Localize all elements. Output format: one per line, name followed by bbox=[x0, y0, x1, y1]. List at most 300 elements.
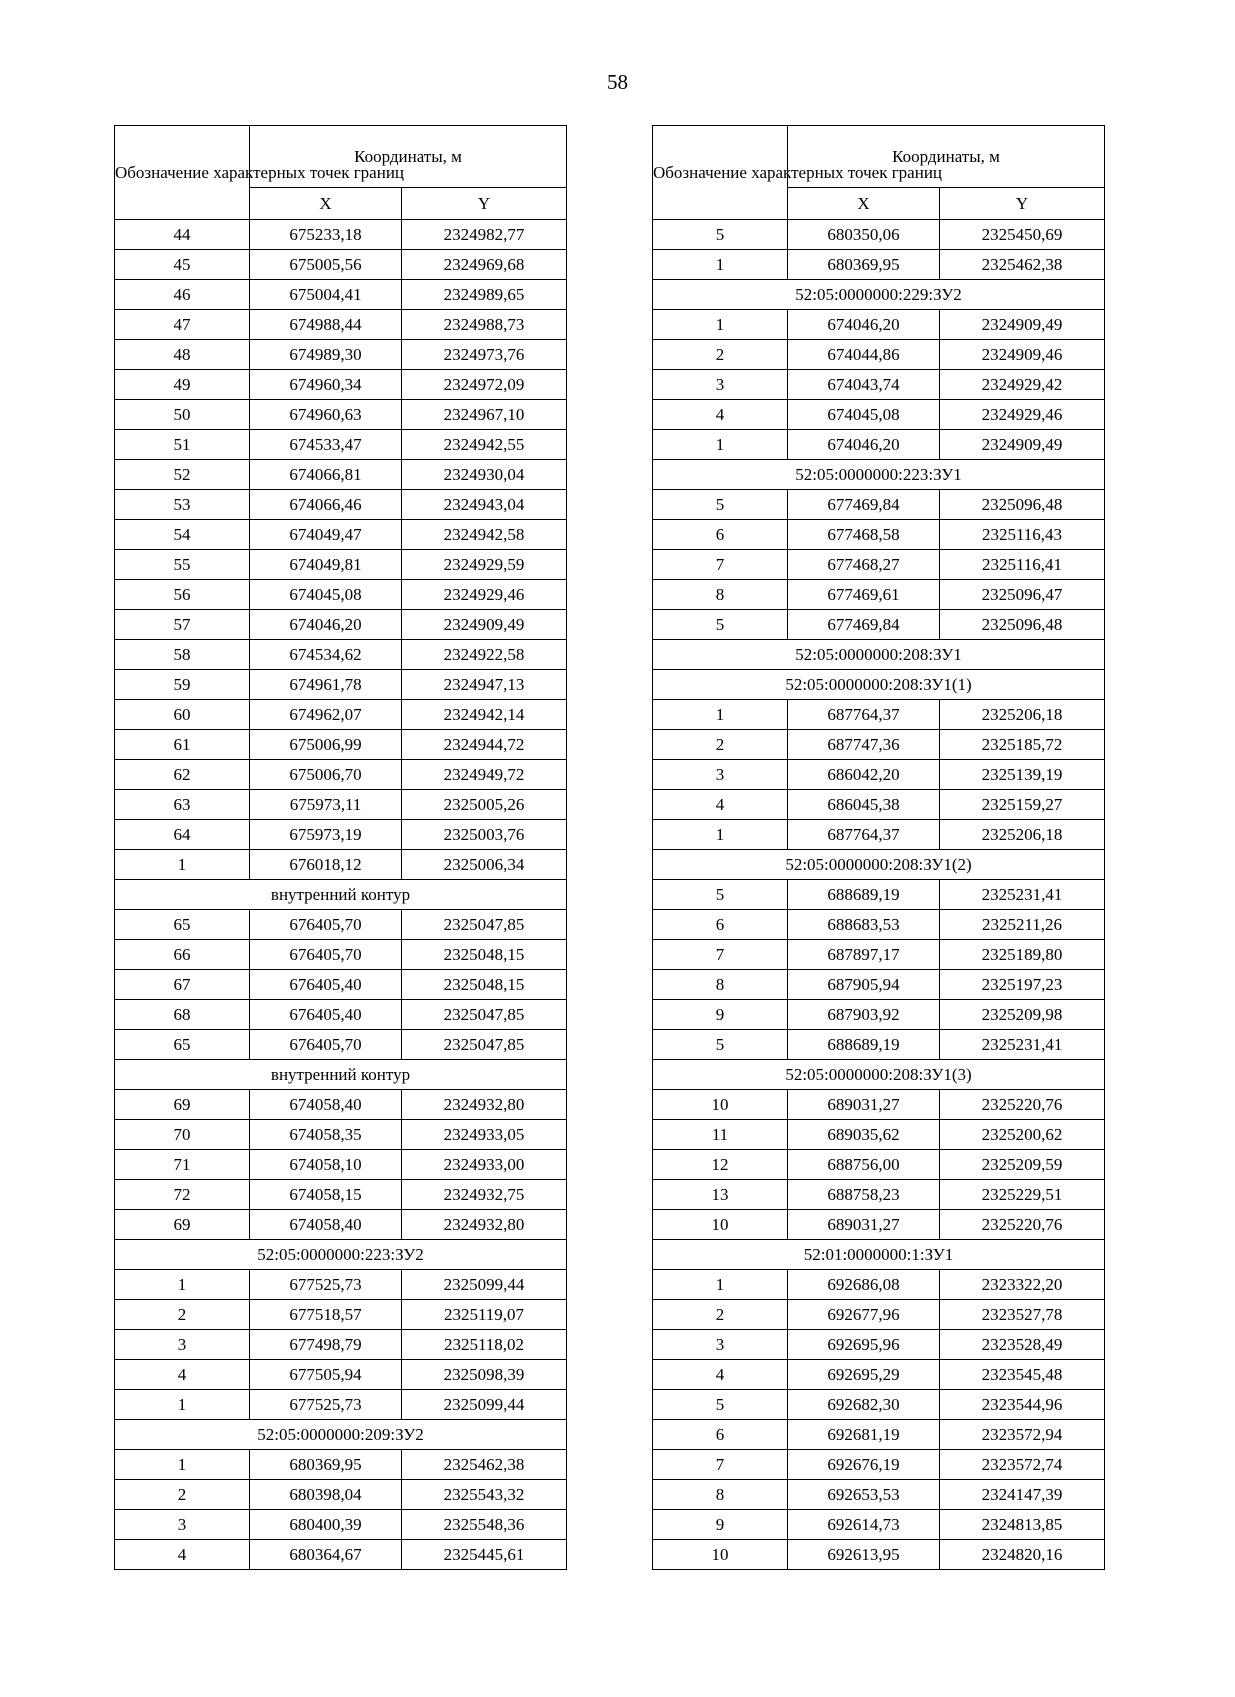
x-coordinate: 692676,19 bbox=[788, 1450, 940, 1480]
x-coordinate: 692695,96 bbox=[788, 1330, 940, 1360]
y-coordinate: 2325445,61 bbox=[402, 1540, 567, 1570]
table-row bbox=[653, 820, 1105, 850]
point-number: 56 bbox=[115, 580, 250, 610]
section-row bbox=[653, 1240, 1105, 1270]
x-coordinate: 674049,81 bbox=[250, 550, 402, 580]
x-coordinate: 677469,84 bbox=[788, 610, 940, 640]
y-coordinate: 2324944,72 bbox=[402, 730, 567, 760]
table-row bbox=[653, 790, 1105, 820]
table-row bbox=[653, 1270, 1105, 1300]
x-coordinate: 675973,11 bbox=[250, 790, 402, 820]
point-number: 62 bbox=[115, 760, 250, 790]
x-coordinate: 674058,40 bbox=[250, 1090, 402, 1120]
x-coordinate: 687903,92 bbox=[788, 1000, 940, 1030]
point-number: 13 bbox=[653, 1180, 788, 1210]
point-number: 51 bbox=[115, 430, 250, 460]
x-coordinate: 677505,94 bbox=[250, 1360, 402, 1390]
x-coordinate: 680369,95 bbox=[250, 1450, 402, 1480]
point-number: 7 bbox=[653, 550, 788, 580]
y-coordinate: 2325189,80 bbox=[940, 940, 1105, 970]
coordinates-table-left bbox=[114, 125, 567, 1570]
point-number: 7 bbox=[653, 940, 788, 970]
y-coordinate: 2324988,73 bbox=[402, 310, 567, 340]
x-coordinate: 688689,19 bbox=[788, 880, 940, 910]
x-coordinate: 677525,73 bbox=[250, 1270, 402, 1300]
section-label: 52:05:0000000:223:ЗУ1 bbox=[653, 460, 1105, 490]
x-coordinate: 674045,08 bbox=[788, 400, 940, 430]
point-number: 3 bbox=[115, 1330, 250, 1360]
x-coordinate: 692677,96 bbox=[788, 1300, 940, 1330]
y-coordinate: 2324929,46 bbox=[940, 400, 1105, 430]
point-number: 45 bbox=[115, 250, 250, 280]
table-row bbox=[653, 550, 1105, 580]
table-row bbox=[653, 1420, 1105, 1450]
section-row bbox=[653, 1060, 1105, 1090]
table-row bbox=[653, 1450, 1105, 1480]
y-coordinate: 2324813,85 bbox=[940, 1510, 1105, 1540]
x-coordinate: 674988,44 bbox=[250, 310, 402, 340]
point-number: 8 bbox=[653, 970, 788, 1000]
section-label: внутренний контур bbox=[115, 880, 567, 910]
x-coordinate: 674043,74 bbox=[788, 370, 940, 400]
point-number: 5 bbox=[653, 1030, 788, 1060]
point-number: 69 bbox=[115, 1090, 250, 1120]
point-number: 10 bbox=[653, 1210, 788, 1240]
y-coordinate: 2323572,74 bbox=[940, 1450, 1105, 1480]
y-coordinate: 2325118,02 bbox=[402, 1330, 567, 1360]
y-coordinate: 2323528,49 bbox=[940, 1330, 1105, 1360]
x-coordinate: 674058,10 bbox=[250, 1150, 402, 1180]
point-number: 44 bbox=[115, 220, 250, 250]
y-coordinate: 2325139,19 bbox=[940, 760, 1105, 790]
x-coordinate: 674961,78 bbox=[250, 670, 402, 700]
point-number: 64 bbox=[115, 820, 250, 850]
x-coordinate: 692682,30 bbox=[788, 1390, 940, 1420]
table-row bbox=[115, 1210, 567, 1240]
table-row bbox=[115, 1270, 567, 1300]
section-label: 52:05:0000000:223:ЗУ2 bbox=[115, 1240, 567, 1270]
section-label: 52:05:0000000:208:ЗУ1(2) bbox=[653, 850, 1105, 880]
table-row bbox=[653, 400, 1105, 430]
table-row bbox=[653, 1330, 1105, 1360]
x-coordinate: 674045,08 bbox=[250, 580, 402, 610]
point-number: 1 bbox=[115, 1390, 250, 1420]
table-row bbox=[115, 910, 567, 940]
point-number: 50 bbox=[115, 400, 250, 430]
coordinates-table-right bbox=[652, 125, 1105, 1570]
point-number: 11 bbox=[653, 1120, 788, 1150]
x-coordinate: 676405,70 bbox=[250, 940, 402, 970]
x-coordinate: 686042,20 bbox=[788, 760, 940, 790]
y-coordinate: 2324147,39 bbox=[940, 1480, 1105, 1510]
point-number: 2 bbox=[653, 1300, 788, 1330]
y-coordinate: 2324943,04 bbox=[402, 490, 567, 520]
table-row bbox=[653, 1000, 1105, 1030]
point-number: 72 bbox=[115, 1180, 250, 1210]
point-number: 55 bbox=[115, 550, 250, 580]
y-coordinate: 2324932,80 bbox=[402, 1210, 567, 1240]
x-coordinate: 680400,39 bbox=[250, 1510, 402, 1540]
y-coordinate: 2325185,72 bbox=[940, 730, 1105, 760]
y-coordinate: 2325096,48 bbox=[940, 610, 1105, 640]
y-coordinate: 2325450,69 bbox=[940, 220, 1105, 250]
x-coordinate: 674044,86 bbox=[788, 340, 940, 370]
y-coordinate: 2325200,62 bbox=[940, 1120, 1105, 1150]
page-number: 58 bbox=[607, 70, 628, 94]
point-number: 10 bbox=[653, 1540, 788, 1570]
x-coordinate: 674534,62 bbox=[250, 640, 402, 670]
table-row bbox=[653, 340, 1105, 370]
point-number: 65 bbox=[115, 1030, 250, 1060]
x-coordinate: 674058,15 bbox=[250, 1180, 402, 1210]
table-row bbox=[115, 1300, 567, 1330]
x-coordinate: 689035,62 bbox=[788, 1120, 940, 1150]
x-coordinate: 687897,17 bbox=[788, 940, 940, 970]
point-number: 60 bbox=[115, 700, 250, 730]
point-number: 1 bbox=[653, 430, 788, 460]
table-row bbox=[653, 700, 1105, 730]
y-coordinate: 2325462,38 bbox=[402, 1450, 567, 1480]
y-coordinate: 2323527,78 bbox=[940, 1300, 1105, 1330]
table-row bbox=[653, 1150, 1105, 1180]
x-coordinate: 687764,37 bbox=[788, 820, 940, 850]
header-coordinates-label: Координаты, м bbox=[250, 126, 567, 188]
x-coordinate: 677469,61 bbox=[788, 580, 940, 610]
table-row bbox=[653, 430, 1105, 460]
y-coordinate: 2324909,49 bbox=[940, 430, 1105, 460]
table-row bbox=[653, 490, 1105, 520]
table-row bbox=[653, 1120, 1105, 1150]
point-number: 5 bbox=[653, 880, 788, 910]
table-row bbox=[115, 1030, 567, 1060]
table-row bbox=[115, 730, 567, 760]
table-row bbox=[115, 580, 567, 610]
y-coordinate: 2325006,34 bbox=[402, 850, 567, 880]
point-number: 3 bbox=[115, 1510, 250, 1540]
y-coordinate: 2325231,41 bbox=[940, 880, 1105, 910]
x-coordinate: 692653,53 bbox=[788, 1480, 940, 1510]
point-number: 68 bbox=[115, 1000, 250, 1030]
table-row bbox=[653, 1510, 1105, 1540]
point-number: 54 bbox=[115, 520, 250, 550]
table-row bbox=[653, 880, 1105, 910]
y-coordinate: 2325220,76 bbox=[940, 1090, 1105, 1120]
point-number: 6 bbox=[653, 520, 788, 550]
point-number: 2 bbox=[115, 1300, 250, 1330]
y-coordinate: 2325116,41 bbox=[940, 550, 1105, 580]
table-row bbox=[115, 850, 567, 880]
x-coordinate: 688683,53 bbox=[788, 910, 940, 940]
x-coordinate: 687764,37 bbox=[788, 700, 940, 730]
point-number: 5 bbox=[653, 1390, 788, 1420]
table-row bbox=[653, 1090, 1105, 1120]
x-coordinate: 674066,46 bbox=[250, 490, 402, 520]
table-row bbox=[653, 220, 1105, 250]
table-row bbox=[653, 250, 1105, 280]
table-row bbox=[653, 730, 1105, 760]
table-row bbox=[115, 610, 567, 640]
table-row bbox=[115, 550, 567, 580]
point-number: 69 bbox=[115, 1210, 250, 1240]
x-coordinate: 692613,95 bbox=[788, 1540, 940, 1570]
y-coordinate: 2324947,13 bbox=[402, 670, 567, 700]
table-row bbox=[653, 310, 1105, 340]
y-coordinate: 2325116,43 bbox=[940, 520, 1105, 550]
y-coordinate: 2324989,65 bbox=[402, 280, 567, 310]
point-number: 2 bbox=[653, 730, 788, 760]
x-coordinate: 686045,38 bbox=[788, 790, 940, 820]
point-number: 52 bbox=[115, 460, 250, 490]
x-coordinate: 674046,20 bbox=[250, 610, 402, 640]
x-coordinate: 676405,40 bbox=[250, 1000, 402, 1030]
table-row bbox=[115, 1090, 567, 1120]
table-row bbox=[653, 1210, 1105, 1240]
table-row bbox=[653, 910, 1105, 940]
y-coordinate: 2325047,85 bbox=[402, 1030, 567, 1060]
point-number: 4 bbox=[653, 1360, 788, 1390]
y-coordinate: 2325119,07 bbox=[402, 1300, 567, 1330]
x-coordinate: 674533,47 bbox=[250, 430, 402, 460]
y-coordinate: 2324933,00 bbox=[402, 1150, 567, 1180]
y-coordinate: 2325096,47 bbox=[940, 580, 1105, 610]
y-coordinate: 2325548,36 bbox=[402, 1510, 567, 1540]
point-number: 4 bbox=[115, 1360, 250, 1390]
y-coordinate: 2324973,76 bbox=[402, 340, 567, 370]
point-number: 71 bbox=[115, 1150, 250, 1180]
point-number: 46 bbox=[115, 280, 250, 310]
section-row bbox=[653, 670, 1105, 700]
table-row bbox=[653, 580, 1105, 610]
y-coordinate: 2325543,32 bbox=[402, 1480, 567, 1510]
point-number: 48 bbox=[115, 340, 250, 370]
y-coordinate: 2325047,85 bbox=[402, 1000, 567, 1030]
point-number: 61 bbox=[115, 730, 250, 760]
section-label: 52:05:0000000:209:ЗУ2 bbox=[115, 1420, 567, 1450]
x-coordinate: 692681,19 bbox=[788, 1420, 940, 1450]
point-number: 1 bbox=[653, 310, 788, 340]
point-number: 1 bbox=[115, 1450, 250, 1480]
header-y-label: Y bbox=[402, 188, 567, 220]
section-row bbox=[653, 850, 1105, 880]
table-row bbox=[115, 1390, 567, 1420]
table-row bbox=[115, 670, 567, 700]
y-coordinate: 2324930,04 bbox=[402, 460, 567, 490]
table-row bbox=[115, 1540, 567, 1570]
table-row bbox=[653, 520, 1105, 550]
y-coordinate: 2325229,51 bbox=[940, 1180, 1105, 1210]
x-coordinate: 677469,84 bbox=[788, 490, 940, 520]
y-coordinate: 2325206,18 bbox=[940, 820, 1105, 850]
y-coordinate: 2325462,38 bbox=[940, 250, 1105, 280]
x-coordinate: 677468,27 bbox=[788, 550, 940, 580]
point-number: 1 bbox=[653, 820, 788, 850]
y-coordinate: 2325220,76 bbox=[940, 1210, 1105, 1240]
x-coordinate: 674989,30 bbox=[250, 340, 402, 370]
table-row bbox=[653, 1390, 1105, 1420]
table-body-right bbox=[653, 220, 1105, 1570]
y-coordinate: 2325206,18 bbox=[940, 700, 1105, 730]
table-row bbox=[115, 760, 567, 790]
x-coordinate: 689031,27 bbox=[788, 1090, 940, 1120]
table-row bbox=[115, 970, 567, 1000]
point-number: 67 bbox=[115, 970, 250, 1000]
x-coordinate: 674960,34 bbox=[250, 370, 402, 400]
y-coordinate: 2324909,49 bbox=[402, 610, 567, 640]
y-coordinate: 2325048,15 bbox=[402, 970, 567, 1000]
section-row bbox=[115, 1060, 567, 1090]
table-row bbox=[653, 1360, 1105, 1390]
x-coordinate: 692695,29 bbox=[788, 1360, 940, 1390]
x-coordinate: 677498,79 bbox=[250, 1330, 402, 1360]
x-coordinate: 680364,67 bbox=[250, 1540, 402, 1570]
point-number: 6 bbox=[653, 910, 788, 940]
x-coordinate: 674058,40 bbox=[250, 1210, 402, 1240]
header-point-label: Обозначение характерных точек границ bbox=[653, 126, 788, 220]
point-number: 9 bbox=[653, 1510, 788, 1540]
x-coordinate: 692614,73 bbox=[788, 1510, 940, 1540]
section-label: 52:05:0000000:208:ЗУ1 bbox=[653, 640, 1105, 670]
x-coordinate: 675005,56 bbox=[250, 250, 402, 280]
point-number: 1 bbox=[653, 1270, 788, 1300]
x-coordinate: 680398,04 bbox=[250, 1480, 402, 1510]
point-number: 49 bbox=[115, 370, 250, 400]
point-number: 3 bbox=[653, 760, 788, 790]
point-number: 66 bbox=[115, 940, 250, 970]
y-coordinate: 2325005,26 bbox=[402, 790, 567, 820]
point-number: 2 bbox=[653, 340, 788, 370]
y-coordinate: 2325231,41 bbox=[940, 1030, 1105, 1060]
table-row bbox=[115, 820, 567, 850]
x-coordinate: 688756,00 bbox=[788, 1150, 940, 1180]
y-coordinate: 2325209,98 bbox=[940, 1000, 1105, 1030]
point-number: 59 bbox=[115, 670, 250, 700]
x-coordinate: 674960,63 bbox=[250, 400, 402, 430]
x-coordinate: 680350,06 bbox=[788, 220, 940, 250]
table-row bbox=[653, 970, 1105, 1000]
table-row bbox=[115, 520, 567, 550]
x-coordinate: 677518,57 bbox=[250, 1300, 402, 1330]
point-number: 8 bbox=[653, 1480, 788, 1510]
table-row bbox=[115, 640, 567, 670]
point-number: 6 bbox=[653, 1420, 788, 1450]
y-coordinate: 2325211,26 bbox=[940, 910, 1105, 940]
table-row bbox=[115, 700, 567, 730]
x-coordinate: 676405,70 bbox=[250, 1030, 402, 1060]
header-x-label: X bbox=[250, 188, 402, 220]
table-row bbox=[115, 1450, 567, 1480]
x-coordinate: 674066,81 bbox=[250, 460, 402, 490]
x-coordinate: 675006,70 bbox=[250, 760, 402, 790]
point-number: 5 bbox=[653, 610, 788, 640]
section-label: 52:05:0000000:208:ЗУ1(3) bbox=[653, 1060, 1105, 1090]
x-coordinate: 692686,08 bbox=[788, 1270, 940, 1300]
y-coordinate: 2325099,44 bbox=[402, 1390, 567, 1420]
point-number: 5 bbox=[653, 490, 788, 520]
point-number: 9 bbox=[653, 1000, 788, 1030]
point-number: 1 bbox=[115, 850, 250, 880]
point-number: 4 bbox=[115, 1540, 250, 1570]
table-row bbox=[115, 790, 567, 820]
header-point-label: Обозначение характерных точек границ bbox=[115, 126, 250, 220]
section-row bbox=[653, 460, 1105, 490]
x-coordinate: 687905,94 bbox=[788, 970, 940, 1000]
x-coordinate: 675233,18 bbox=[250, 220, 402, 250]
x-coordinate: 674046,20 bbox=[788, 430, 940, 460]
x-coordinate: 675973,19 bbox=[250, 820, 402, 850]
section-row bbox=[653, 640, 1105, 670]
table-row bbox=[115, 1180, 567, 1210]
point-number: 8 bbox=[653, 580, 788, 610]
x-coordinate: 675004,41 bbox=[250, 280, 402, 310]
y-coordinate: 2325003,76 bbox=[402, 820, 567, 850]
x-coordinate: 676018,12 bbox=[250, 850, 402, 880]
point-number: 12 bbox=[653, 1150, 788, 1180]
y-coordinate: 2324820,16 bbox=[940, 1540, 1105, 1570]
point-number: 3 bbox=[653, 1330, 788, 1360]
x-coordinate: 675006,99 bbox=[250, 730, 402, 760]
y-coordinate: 2324933,05 bbox=[402, 1120, 567, 1150]
point-number: 65 bbox=[115, 910, 250, 940]
table-row bbox=[653, 1300, 1105, 1330]
table-row bbox=[115, 220, 567, 250]
y-coordinate: 2325047,85 bbox=[402, 910, 567, 940]
table-row bbox=[115, 1480, 567, 1510]
table-row bbox=[115, 280, 567, 310]
point-number: 58 bbox=[115, 640, 250, 670]
x-coordinate: 674049,47 bbox=[250, 520, 402, 550]
y-coordinate: 2324929,42 bbox=[940, 370, 1105, 400]
table-row bbox=[653, 610, 1105, 640]
section-label: внутренний контур bbox=[115, 1060, 567, 1090]
section-label: 52:01:0000000:1:ЗУ1 bbox=[653, 1240, 1105, 1270]
table-body-left bbox=[115, 220, 567, 1570]
table-row bbox=[115, 310, 567, 340]
point-number: 1 bbox=[653, 250, 788, 280]
point-number: 70 bbox=[115, 1120, 250, 1150]
table-row bbox=[115, 940, 567, 970]
point-number: 10 bbox=[653, 1090, 788, 1120]
x-coordinate: 674046,20 bbox=[788, 310, 940, 340]
table-row bbox=[653, 1540, 1105, 1570]
point-number: 4 bbox=[653, 400, 788, 430]
y-coordinate: 2324949,72 bbox=[402, 760, 567, 790]
table-row bbox=[653, 1180, 1105, 1210]
x-coordinate: 677468,58 bbox=[788, 520, 940, 550]
header-x-label: X bbox=[788, 188, 940, 220]
y-coordinate: 2324967,10 bbox=[402, 400, 567, 430]
y-coordinate: 2324909,46 bbox=[940, 340, 1105, 370]
y-coordinate: 2324942,14 bbox=[402, 700, 567, 730]
x-coordinate: 688758,23 bbox=[788, 1180, 940, 1210]
header-coordinates-label: Координаты, м bbox=[788, 126, 1105, 188]
table-row bbox=[115, 1150, 567, 1180]
point-number: 63 bbox=[115, 790, 250, 820]
point-number: 3 bbox=[653, 370, 788, 400]
table-row bbox=[115, 250, 567, 280]
table-row bbox=[115, 1360, 567, 1390]
table-row bbox=[653, 1030, 1105, 1060]
table-row bbox=[653, 940, 1105, 970]
point-number: 1 bbox=[653, 700, 788, 730]
table-row bbox=[653, 1480, 1105, 1510]
table-row bbox=[115, 370, 567, 400]
section-row bbox=[653, 280, 1105, 310]
point-number: 4 bbox=[653, 790, 788, 820]
y-coordinate: 2323572,94 bbox=[940, 1420, 1105, 1450]
y-coordinate: 2323544,96 bbox=[940, 1390, 1105, 1420]
point-number: 5 bbox=[653, 220, 788, 250]
point-number: 1 bbox=[115, 1270, 250, 1300]
